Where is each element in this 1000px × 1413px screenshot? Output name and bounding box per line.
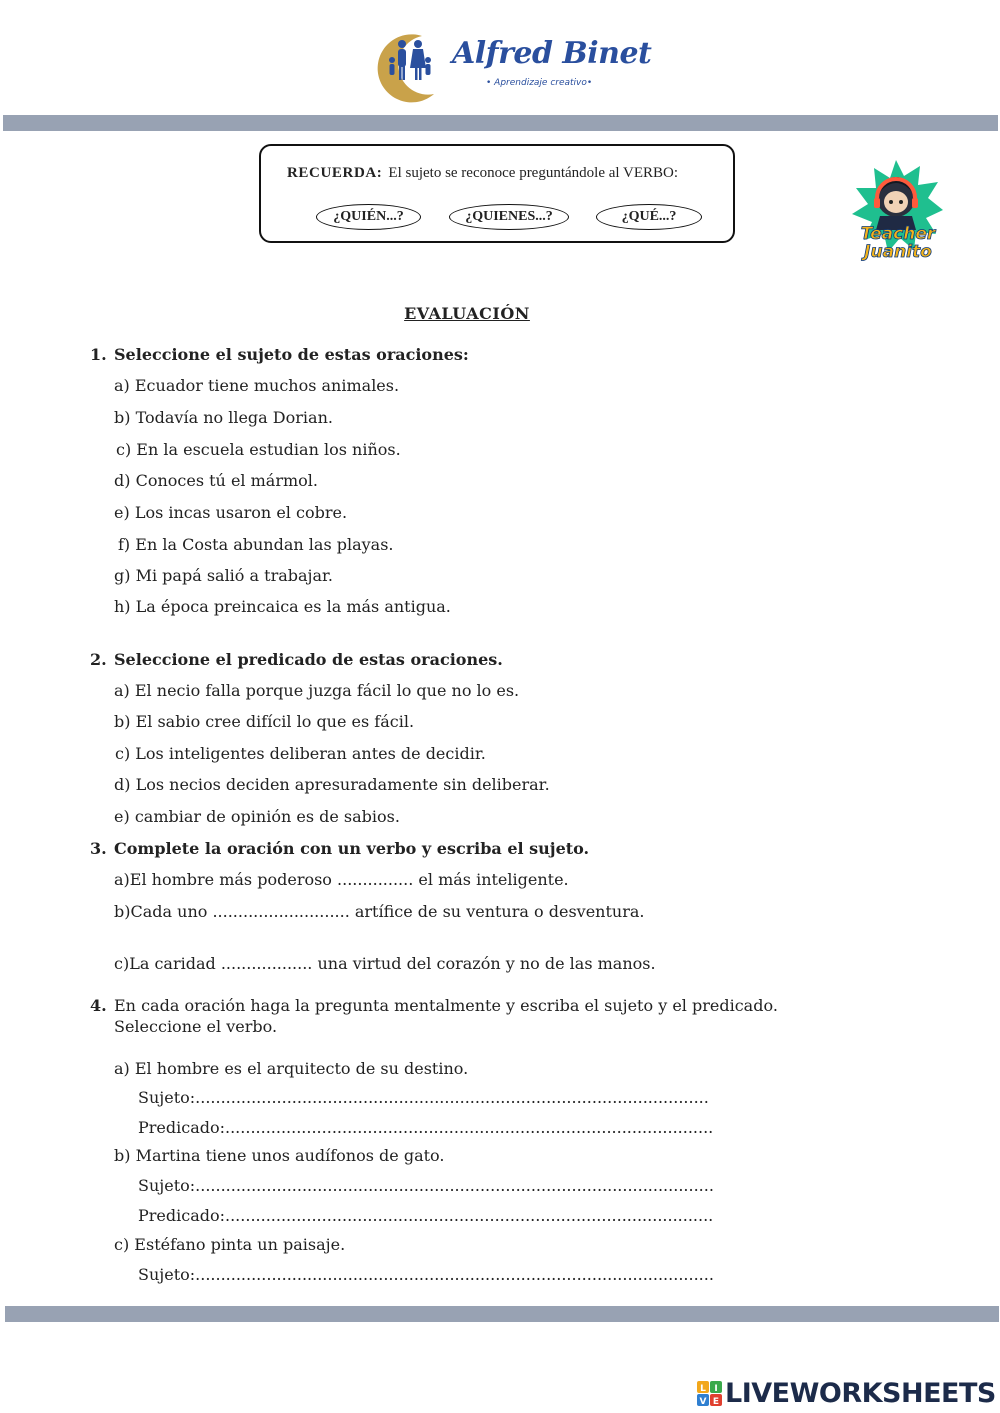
icon-letter: V <box>699 1397 707 1407</box>
item-text: Los inteligentes deliberan antes de decidir. <box>135 744 486 763</box>
q1-item-b <box>114 408 333 427</box>
item-text: Estéfano pinta un paisaje. <box>134 1235 346 1254</box>
q2-item-d <box>114 775 550 794</box>
q4-b-predicado-line[interactable]: Predicado:................................................................................................ <box>138 1206 714 1225</box>
q3-item-a: a)El hombre más poderoso ............... el más inteligente. <box>114 870 569 889</box>
question-oval-quien: ¿QUIÉN...? <box>316 204 421 230</box>
moon-family-icon <box>370 30 450 105</box>
item-label: b) <box>114 712 131 731</box>
item-text: Todavía no llega Dorian. <box>135 408 333 427</box>
q4-a-sujeto-line[interactable]: Sujeto:..................................................................................................... <box>138 1088 709 1107</box>
liveworksheets-logo <box>697 1378 997 1410</box>
item-label: c) <box>115 744 131 763</box>
item-text: En la escuela estudian los niños. <box>136 440 401 459</box>
q1-item-h <box>114 597 451 616</box>
item-label: d) <box>114 471 131 490</box>
item-label: a) <box>114 376 130 395</box>
item-text: El necio falla porque juzga fácil lo que no lo es. <box>134 681 520 700</box>
recuerda-label: RECUERDA: <box>287 165 383 181</box>
q3-item-b: b)Cada uno ........................... artífice de su ventura o desventura. <box>114 902 645 921</box>
recuerda-box <box>259 144 735 243</box>
item-label: d) <box>114 775 131 794</box>
item-label: e) <box>114 807 130 826</box>
item-text: Mi papá salió a trabajar. <box>135 566 334 585</box>
q1-item-e <box>114 503 347 522</box>
icon-letter: I <box>714 1384 718 1394</box>
q2-item-c <box>115 744 486 763</box>
item-label: g) <box>114 566 131 585</box>
question-3-text: Complete la oración con un verbo y escriba el sujeto. <box>114 839 590 858</box>
q4-c-sujeto-line[interactable]: Sujeto:...................................................................................................... <box>138 1265 714 1284</box>
question-2-number: 2. <box>90 650 107 669</box>
item-text: La época preincaica es la más antigua. <box>135 597 451 616</box>
q4-item-c <box>114 1235 345 1254</box>
item-label: h) <box>114 597 131 616</box>
q2-item-e <box>114 807 400 826</box>
question-2 <box>90 650 503 669</box>
item-label: b) <box>114 1146 131 1165</box>
q1-item-c <box>116 440 401 459</box>
q2-item-a <box>114 681 519 700</box>
question-1-text: Seleccione el sujeto de estas oraciones: <box>114 345 469 364</box>
liveworksheets-icon <box>697 1381 723 1407</box>
teacher-badge <box>848 158 944 268</box>
header-divider-band <box>3 115 998 131</box>
question-oval-que: ¿QUÉ...? <box>596 204 702 230</box>
q4-item-b <box>114 1146 444 1165</box>
item-text: En la Costa abundan las playas. <box>135 535 394 554</box>
item-text: El sabio cree difícil lo que es fácil. <box>135 712 415 731</box>
q4-a-predicado-line[interactable]: Predicado:................................................................................................ <box>138 1118 714 1137</box>
question-4-text-line1: En cada oración haga la pregunta mentalmente y escriba el sujeto y el predicado. <box>114 996 778 1015</box>
evaluation-title: EVALUACIÓN <box>404 304 530 323</box>
q4-item-a <box>114 1059 468 1078</box>
question-4-number: 4. <box>90 996 107 1015</box>
question-4 <box>90 996 778 1015</box>
school-tagline: • Aprendizaje creativo• <box>486 78 593 88</box>
question-1-number: 1. <box>90 345 107 364</box>
teacher-badge-line1: Teacher <box>860 224 936 244</box>
q4-b-sujeto-line[interactable]: Sujeto:...................................................................................................... <box>138 1176 714 1195</box>
item-text: Martina tiene unos audífonos de gato. <box>135 1146 445 1165</box>
footer-divider-band <box>5 1306 999 1322</box>
q1-item-f <box>118 535 394 554</box>
item-label: a) <box>114 681 130 700</box>
recuerda-text <box>287 165 678 182</box>
q1-item-g <box>114 566 333 585</box>
school-name: Alfred Binet <box>452 36 652 71</box>
item-text: Los incas usaron el cobre. <box>134 503 348 522</box>
icon-letter: E <box>712 1397 720 1407</box>
item-label: e) <box>114 503 130 522</box>
item-text: cambiar de opinión es de sabios. <box>134 807 400 826</box>
item-label: c) <box>114 1235 130 1254</box>
item-text: Los necios deciden apresuradamente sin deliberar. <box>135 775 550 794</box>
item-text: Conoces tú el mármol. <box>135 471 318 490</box>
icon-letter: L <box>700 1384 706 1394</box>
question-1 <box>90 345 469 364</box>
item-label: b) <box>114 408 131 427</box>
item-text: El hombre es el arquitecto de su destino. <box>134 1059 469 1078</box>
question-3 <box>90 839 590 858</box>
item-label: c) <box>116 440 132 459</box>
question-3-number: 3. <box>90 839 107 858</box>
liveworksheets-brand: LIVEWORKSHEETS <box>725 1378 996 1409</box>
q3-item-c: c)La caridad .................. una virtud del corazón y no de las manos. <box>114 954 656 973</box>
question-oval-quienes: ¿QUIENES...? <box>449 204 569 230</box>
q2-item-b <box>114 712 414 731</box>
recuerda-rule: El sujeto se reconoce preguntándole al VERBO: <box>388 165 679 181</box>
item-label: f) <box>118 535 131 554</box>
question-4-text-line2: Seleccione el verbo. <box>114 1017 278 1036</box>
item-text: Ecuador tiene muchos animales. <box>134 376 400 395</box>
q1-item-d <box>114 471 318 490</box>
q1-item-a <box>114 376 399 395</box>
item-label: a) <box>114 1059 130 1078</box>
school-logo <box>370 30 652 105</box>
teacher-badge-line2: Juanito <box>864 242 932 262</box>
question-2-text: Seleccione el predicado de estas oraciones. <box>114 650 503 669</box>
